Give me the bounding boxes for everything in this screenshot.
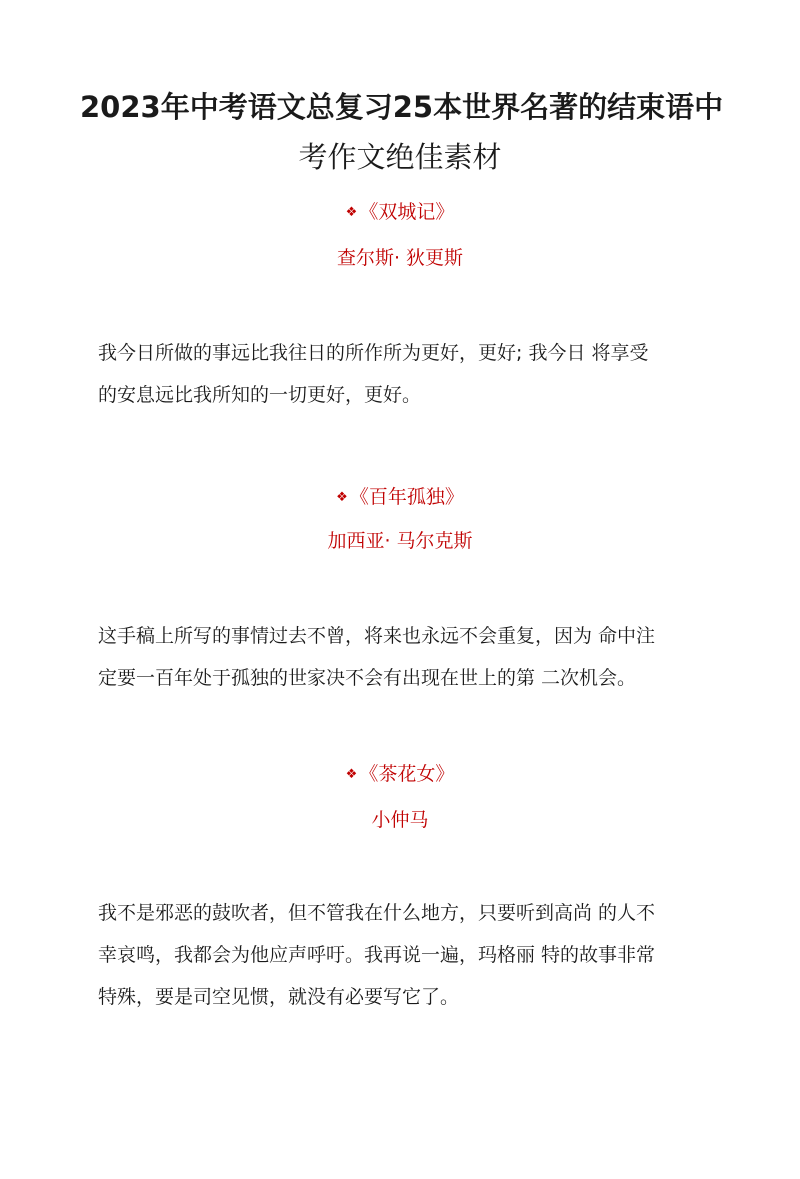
quote-line: 的安息远比我所知的一切更好，更好。: [98, 384, 422, 406]
quote-line: 定要一百年处于孤独的世家决不会有出现在世上的第 二次机会。: [98, 667, 637, 689]
book-author-1: 查尔斯· 狄更斯: [336, 247, 464, 269]
diamond-bullet-icon: ❖: [345, 767, 358, 782]
book-name: 《茶花女》: [359, 763, 455, 785]
book-title-3: [0, 760, 800, 789]
book-title-2: [0, 483, 800, 512]
title-line-1: 2023年中考语文总复习25本世界名著的结束语中: [80, 90, 724, 124]
quote-paragraph-3: [98, 892, 718, 1018]
quote-line: 我不是邪恶的鼓吹者，但不管我在什么地方，只要听到高尚 的人不: [98, 902, 656, 924]
quote-line: 我今日所做的事远比我往日的所作所为更好，更好; 我今日 将享受: [98, 342, 649, 364]
book-name: 《百年孤独》: [349, 486, 464, 508]
book-author-2: 加西亚· 马尔克斯: [327, 530, 473, 552]
title-line-2: 考作文绝佳素材: [298, 140, 502, 174]
book-title-1: [0, 198, 800, 227]
quote-line: 幸哀鸣，我都会为他应声呼吁。我再说一遍，玛格丽 特的故事非常: [98, 944, 656, 966]
document-title: [80, 82, 724, 182]
quote-line: 特殊，要是司空见惯，就没有必要写它了。: [98, 986, 460, 1008]
book-author-3: 小仲马: [371, 809, 429, 831]
diamond-bullet-icon: ❖: [336, 490, 348, 505]
quote-paragraph-2: [98, 615, 718, 699]
diamond-bullet-icon: ❖: [345, 205, 358, 220]
quote-paragraph-1: [98, 332, 718, 416]
quote-line: 这手稿上所写的事情过去不曾，将来也永远不会重复，因为 命中注: [98, 625, 656, 647]
book-name: 《双城记》: [359, 201, 455, 223]
